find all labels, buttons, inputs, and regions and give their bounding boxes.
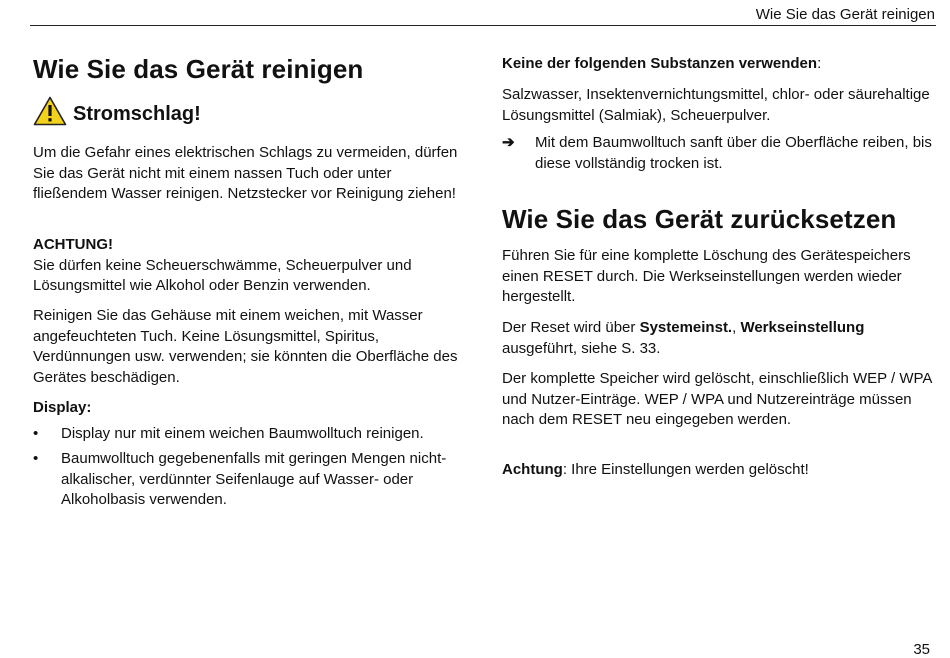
- warning-title: Stromschlag!: [73, 103, 201, 125]
- achtung-body: Sie dürfen keine Scheuerschwämme, Scheuerpulver und Lösungsmittel wie Alkohol oder Benzin verwenden.: [33, 256, 412, 294]
- reset-paragraph-3: Der komplette Speicher wird gelöscht, einschließlich WEP / WPA und Nutzer-Einträge. WEP / WPA und Nutzereinträge müssen nach dem RESET neu eingegeben werden.: [502, 370, 932, 428]
- substances-label: Keine der folgenden Substanzen verwenden:: [502, 55, 822, 72]
- substances-body: Salzwasser, Insektenvernichtungsmittel, chlor- oder säurehaltige Lösungsmittel (Salmiak), Scheuerpulver.: [502, 86, 930, 124]
- section-heading-cleaning: Wie Sie das Gerät reinigen: [33, 54, 364, 84]
- bullet-text: Display nur mit einem weichen Baumwolltuch reinigen.: [61, 425, 424, 442]
- bullet-icon: •: [33, 425, 39, 442]
- list-item: [33, 424, 466, 445]
- bullet-icon: •: [33, 450, 39, 467]
- display-label: Display:: [33, 399, 92, 416]
- warning-triangle-icon: [33, 96, 67, 126]
- final-warning: Achtung: Ihre Einstellungen werden gelöscht!: [502, 461, 809, 478]
- instruction-text: Mit dem Baumwolltuch sanft über die Oberfläche reiben, bis diese vollständig trocken ist.: [535, 134, 932, 172]
- section-heading-reset: Wie Sie das Gerät zurücksetzen: [502, 204, 897, 234]
- bullet-text: Baumwolltuch gegebenenfalls mit geringen Mengen nicht-alkalischer, verdünnter Seifenlauge auf Wasser- oder Alkoholbasis verwenden.: [61, 450, 447, 508]
- list-item: [33, 449, 466, 511]
- arrow-right-icon: ➔: [502, 134, 515, 151]
- achtung-label: ACHTUNG!: [33, 236, 113, 253]
- reset-paragraph-1: Führen Sie für eine komplette Löschung des Gerätespeichers einen RESET durch. Die Werkseinstellungen werden wieder hergestellt.: [502, 247, 911, 305]
- page-number: 35: [913, 641, 930, 658]
- running-header: Wie Sie das Gerät reinigen: [755, 6, 935, 23]
- warning-block: [33, 96, 201, 126]
- cleaning-paragraph: Reinigen Sie das Gehäuse mit einem weichen, mit Wasser angefeuchteten Tuch. Keine Lösungsmittel, Spiritus, Verdünnungen usw. verwenden; sie könnten die Oberfläche des Gerätes beschädigen.: [33, 307, 458, 386]
- header-rule: [30, 25, 936, 26]
- achtung-block: [33, 235, 466, 297]
- reset-paragraph-2: Der Reset wird über Systemeinst., Werkseinstellung ausgeführt, siehe S. 33.: [502, 319, 865, 357]
- warning-body: Um die Gefahr eines elektrischen Schlags zu vermeiden, dürfen Sie das Gerät nicht mit einem nassen Tuch oder unter fließendem Wasser reinigen. Netzstecker vor Reinigung ziehen!: [33, 144, 458, 202]
- instruction-item: [502, 133, 932, 174]
